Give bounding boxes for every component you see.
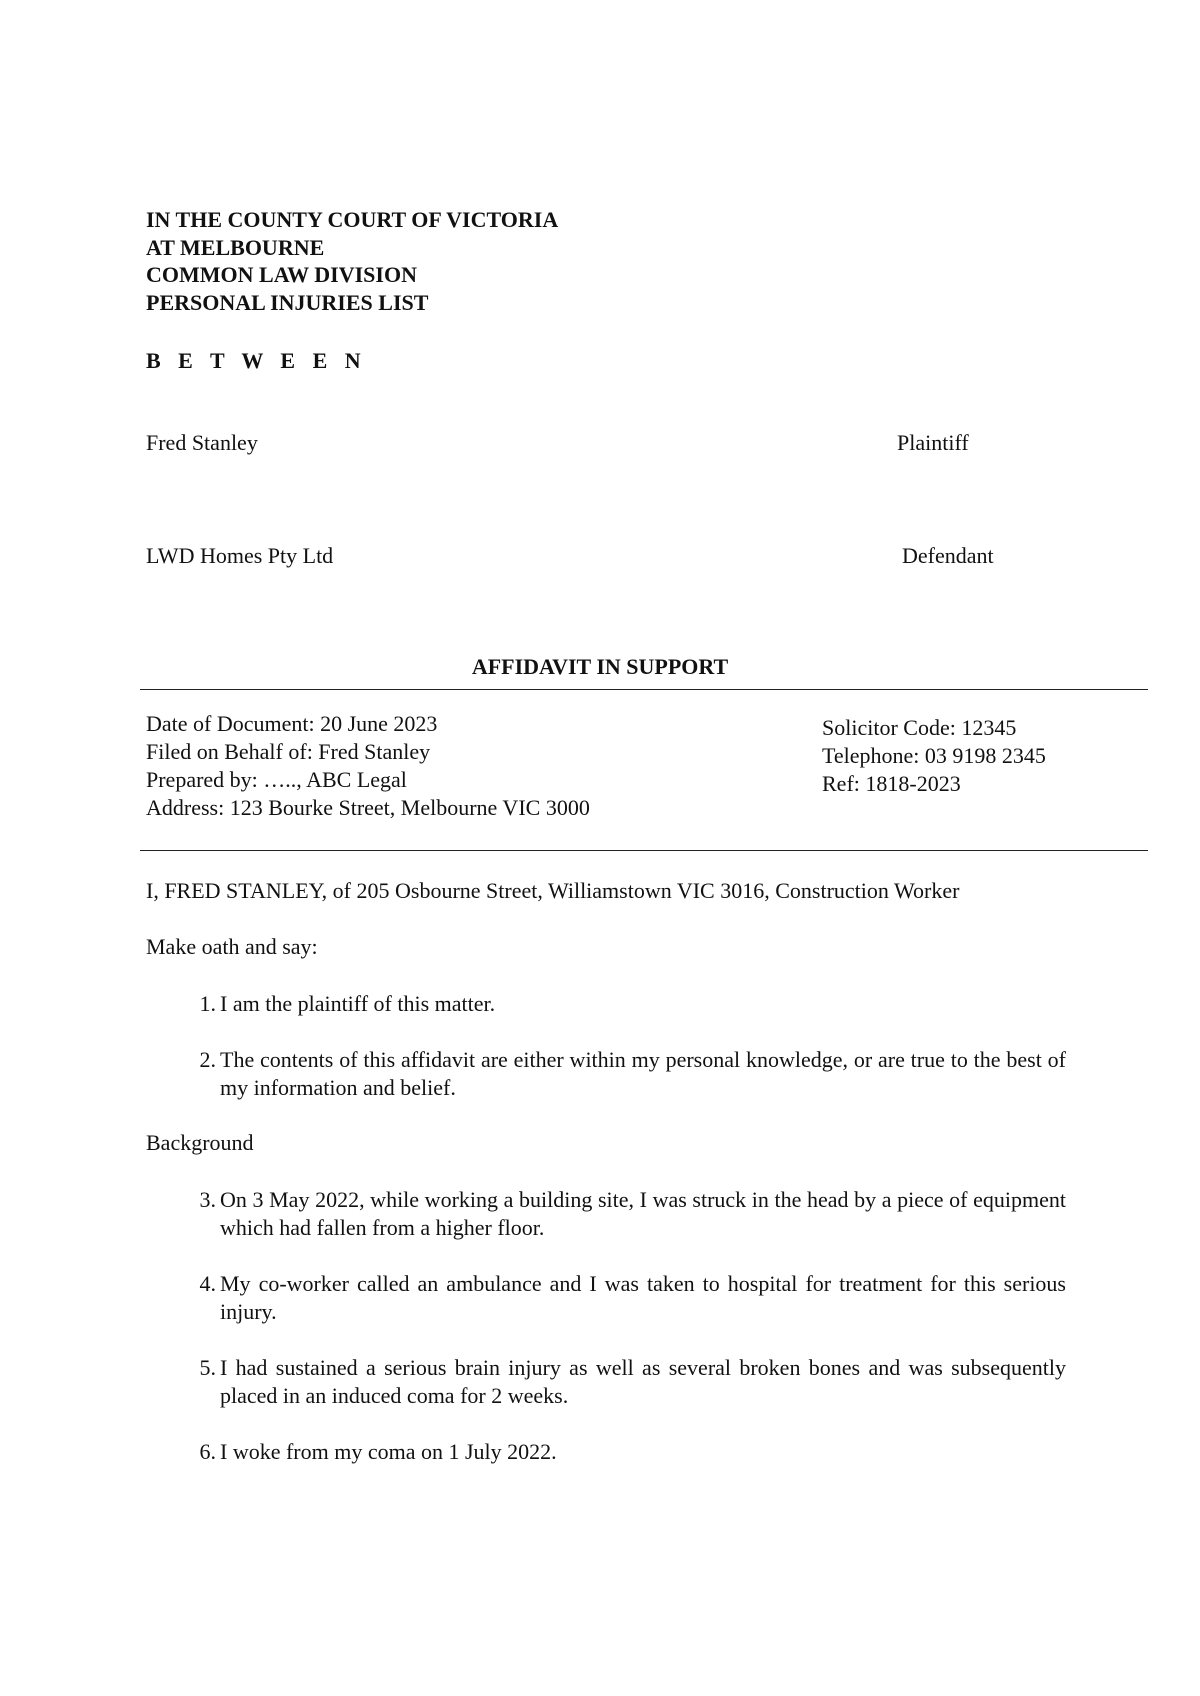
paragraph-number: 4. (199, 1271, 216, 1296)
prepared-by: Prepared by: ….., ABC Legal (146, 767, 407, 792)
oath-line: Make oath and say: (146, 934, 318, 959)
court-heading (146, 206, 558, 316)
court-line: COMMON LAW DIVISION (146, 262, 417, 287)
header-bottom-rule (140, 850, 1148, 851)
between-label: B E T W E E N (146, 348, 367, 373)
paragraph-text: My co-worker called an ambulance and I was taken to hospital for treatment for this serious injury. (220, 1271, 1066, 1324)
court-line: AT MELBOURNE (146, 234, 325, 260)
deponent-line: I, FRED STANLEY, of 205 Osbourne Street, Williamstown VIC 3016, Construction Worker (146, 878, 960, 903)
section-heading: Background (146, 1130, 254, 1155)
document-details (146, 710, 590, 822)
paragraph-number: 6. (199, 1439, 216, 1464)
paragraph-number: 2. (199, 1047, 216, 1072)
court-line: PERSONAL INJURIES LIST (146, 289, 429, 315)
paragraph-text: I had sustained a serious brain injury as well as several broken bones and was subsequently placed in an induced coma for 2 weeks. (220, 1355, 1066, 1408)
paragraph-number: 1. (199, 991, 216, 1016)
paragraph-text: On 3 May 2022, while working a building site, I was struck in the head by a piece of equipment which had fallen from a higher floor. (220, 1187, 1066, 1240)
paragraph-number: 3. (199, 1187, 216, 1212)
defendant-role: Defendant (902, 543, 994, 568)
header-top-rule (140, 689, 1148, 690)
paragraph-text: The contents of this affidavit are either within my personal knowledge, or are true to the best of my information and belief. (220, 1047, 1066, 1100)
date-of-document: Date of Document: 20 June 2023 (146, 711, 438, 736)
plaintiff-role: Plaintiff (897, 430, 969, 455)
defendant-name: LWD Homes Pty Ltd (146, 543, 334, 568)
plaintiff-name: Fred Stanley (146, 430, 258, 455)
filed-on-behalf: Filed on Behalf of: Fred Stanley (146, 739, 431, 764)
solicitor-code: Solicitor Code: 12345 (822, 715, 1017, 740)
document-title: AFFIDAVIT IN SUPPORT (471, 654, 729, 679)
address: Address: 123 Bourke Street, Melbourne VIC 3000 (146, 795, 590, 820)
telephone: Telephone: 03 9198 2345 (822, 743, 1046, 768)
paragraph-text: I am the plaintiff of this matter. (220, 991, 496, 1016)
paragraph-number: 5. (199, 1355, 216, 1380)
court-line: IN THE COUNTY COURT OF VICTORIA (146, 207, 559, 232)
solicitor-details (822, 714, 1046, 798)
paragraph-text: I woke from my coma on 1 July 2022. (220, 1439, 557, 1464)
reference: Ref: 1818-2023 (822, 771, 961, 796)
